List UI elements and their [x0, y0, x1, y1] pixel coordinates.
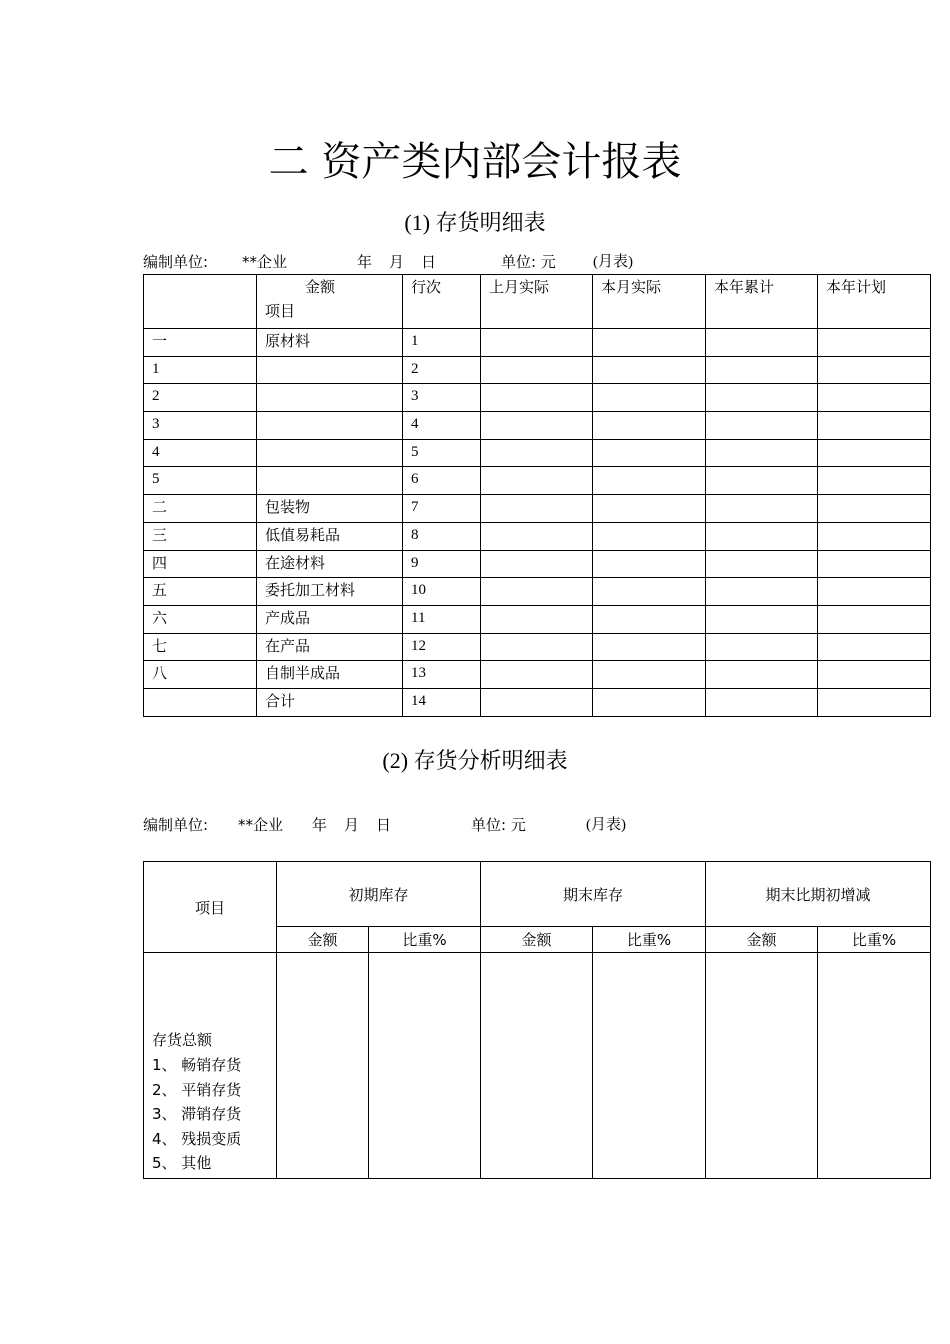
row-last-month	[481, 550, 593, 578]
row-this-month	[593, 522, 706, 550]
row-plan	[818, 356, 931, 384]
row-plan	[818, 578, 931, 606]
analysis-header-change: 期末比期初增减	[706, 862, 931, 927]
row-last-month	[481, 495, 593, 523]
analysis-item-list	[144, 953, 277, 1179]
row-seq: 2	[144, 384, 257, 412]
s2-day: 日	[376, 816, 392, 834]
row-line-no: 13	[403, 661, 481, 689]
page-title: 二 资产类内部会计报表	[268, 139, 682, 185]
row-plan	[818, 495, 931, 523]
row-ytd	[706, 550, 818, 578]
item-other: 5、 其他	[152, 1154, 212, 1173]
table-row	[144, 550, 931, 578]
table-row	[144, 522, 931, 550]
row-name	[257, 467, 403, 495]
row-ytd	[706, 495, 818, 523]
row-this-month	[593, 633, 706, 661]
s2-currency: 单位: 元	[471, 816, 526, 834]
row-name: 在途材料	[257, 550, 403, 578]
closing-ratio-cell	[593, 953, 706, 1179]
s1-period: (月表)	[593, 254, 633, 270]
row-seq: 二	[144, 495, 257, 523]
row-this-month	[593, 550, 706, 578]
table-row	[144, 688, 931, 716]
row-line-no: 4	[403, 412, 481, 440]
row-name: 产成品	[257, 605, 403, 633]
row-ytd	[706, 467, 818, 495]
row-line-no: 1	[403, 329, 481, 357]
inventory-analysis-table	[143, 861, 931, 1179]
row-name: 包装物	[257, 495, 403, 523]
row-this-month	[593, 605, 706, 633]
row-seq: 六	[144, 605, 257, 633]
s2-company: **企业	[238, 816, 284, 834]
row-this-month	[593, 661, 706, 689]
row-this-month	[593, 356, 706, 384]
change-ratio-cell	[818, 953, 931, 1179]
table-row	[144, 495, 931, 523]
row-plan	[818, 688, 931, 716]
header-item: 项目	[265, 302, 296, 320]
row-this-month	[593, 412, 706, 440]
inventory-detail-table	[143, 274, 931, 717]
header-amount: 金额	[305, 278, 336, 296]
row-last-month	[481, 633, 593, 661]
row-seq: 三	[144, 522, 257, 550]
item-normal-moving: 2、 平销存货	[152, 1080, 242, 1099]
header-ytd: 本年累计	[706, 275, 818, 329]
s2-year: 年	[312, 816, 328, 834]
table-row	[144, 412, 931, 440]
row-this-month	[593, 384, 706, 412]
row-ytd	[706, 661, 818, 689]
row-line-no: 12	[403, 633, 481, 661]
row-seq	[144, 688, 257, 716]
row-line-no: 7	[403, 495, 481, 523]
row-ytd	[706, 412, 818, 440]
s2-month: 月	[344, 816, 360, 834]
row-this-month	[593, 467, 706, 495]
s1-day: 日	[421, 253, 437, 271]
change-ratio-header: 比重%	[818, 927, 931, 953]
item-slow-moving: 3、 滞销存货	[152, 1105, 242, 1124]
table-row	[144, 356, 931, 384]
analysis-header-row	[144, 862, 931, 927]
table-row	[144, 384, 931, 412]
row-plan	[818, 661, 931, 689]
row-name: 自制半成品	[257, 661, 403, 689]
inventory-analysis-title: (2) 存货分析明细表	[382, 748, 568, 773]
row-ytd	[706, 384, 818, 412]
closing-amount-cell	[481, 953, 593, 1179]
table-row	[144, 578, 931, 606]
row-ytd	[706, 688, 818, 716]
row-last-month	[481, 605, 593, 633]
row-line-no: 6	[403, 467, 481, 495]
row-name	[257, 384, 403, 412]
row-name: 在产品	[257, 633, 403, 661]
inventory-detail-title: (1) 存货明细表	[404, 210, 546, 235]
row-last-month	[481, 522, 593, 550]
row-plan	[818, 384, 931, 412]
table-row	[144, 467, 931, 495]
table-row	[144, 605, 931, 633]
row-line-no: 3	[403, 384, 481, 412]
row-plan	[818, 329, 931, 357]
row-seq: 3	[144, 412, 257, 440]
row-last-month	[481, 356, 593, 384]
row-this-month	[593, 688, 706, 716]
row-name: 合计	[257, 688, 403, 716]
row-line-no: 14	[403, 688, 481, 716]
row-name: 低值易耗品	[257, 522, 403, 550]
row-ytd	[706, 605, 818, 633]
row-plan	[818, 550, 931, 578]
row-seq: 5	[144, 467, 257, 495]
s1-company: **企业	[242, 253, 288, 271]
row-seq: 四	[144, 550, 257, 578]
analysis-header-closing: 期末库存	[481, 862, 706, 927]
row-seq: 1	[144, 356, 257, 384]
row-line-no: 5	[403, 439, 481, 467]
s1-month: 月	[389, 253, 405, 271]
header-this-month: 本月实际	[593, 275, 706, 329]
s1-unit-label: 编制单位:	[143, 253, 209, 271]
row-last-month	[481, 412, 593, 440]
row-plan	[818, 467, 931, 495]
row-this-month	[593, 439, 706, 467]
row-seq: 4	[144, 439, 257, 467]
table-row	[144, 439, 931, 467]
table-header-row	[144, 275, 931, 329]
row-last-month	[481, 661, 593, 689]
row-name	[257, 439, 403, 467]
analysis-header-item: 项目	[144, 862, 277, 953]
change-amount-cell	[706, 953, 818, 1179]
row-last-month	[481, 439, 593, 467]
row-ytd	[706, 329, 818, 357]
row-line-no: 9	[403, 550, 481, 578]
opening-amount-cell	[277, 953, 369, 1179]
closing-amount-header: 金额	[481, 927, 593, 953]
row-last-month	[481, 578, 593, 606]
row-name	[257, 412, 403, 440]
row-line-no: 2	[403, 356, 481, 384]
s2-period: (月表)	[586, 817, 626, 833]
row-last-month	[481, 467, 593, 495]
item-damaged: 4、 残损变质	[152, 1129, 242, 1148]
opening-ratio-header: 比重%	[369, 927, 481, 953]
table-row	[144, 633, 931, 661]
header-plan: 本年计划	[818, 275, 931, 329]
item-total: 存货总额	[152, 1031, 213, 1050]
row-ytd	[706, 439, 818, 467]
row-line-no: 8	[403, 522, 481, 550]
row-plan	[818, 633, 931, 661]
table-row	[144, 329, 931, 357]
analysis-header-opening: 初期库存	[277, 862, 481, 927]
row-this-month	[593, 495, 706, 523]
row-seq: 八	[144, 661, 257, 689]
item-fast-moving: 1、 畅销存货	[152, 1056, 242, 1075]
row-seq: 一	[144, 329, 257, 357]
row-last-month	[481, 688, 593, 716]
closing-ratio-header: 比重%	[593, 927, 706, 953]
row-last-month	[481, 329, 593, 357]
table-row	[144, 661, 931, 689]
s1-currency: 单位: 元	[501, 253, 556, 271]
row-plan	[818, 522, 931, 550]
row-name	[257, 356, 403, 384]
opening-ratio-cell	[369, 953, 481, 1179]
s1-year: 年	[357, 253, 373, 271]
row-plan	[818, 439, 931, 467]
row-ytd	[706, 633, 818, 661]
opening-amount-header: 金额	[277, 927, 369, 953]
change-amount-header: 金额	[706, 927, 818, 953]
row-plan	[818, 412, 931, 440]
row-name: 原材料	[257, 329, 403, 357]
row-plan	[818, 605, 931, 633]
header-blank	[144, 275, 257, 329]
inventory-rows	[144, 329, 931, 717]
row-line-no: 10	[403, 578, 481, 606]
row-name: 委托加工材料	[257, 578, 403, 606]
analysis-body-row	[144, 953, 931, 1179]
header-last-month: 上月实际	[481, 275, 593, 329]
row-seq: 七	[144, 633, 257, 661]
row-this-month	[593, 578, 706, 606]
row-last-month	[481, 384, 593, 412]
row-ytd	[706, 578, 818, 606]
row-seq: 五	[144, 578, 257, 606]
header-row-no: 行次	[403, 275, 481, 329]
row-ytd	[706, 522, 818, 550]
row-ytd	[706, 356, 818, 384]
s2-unit-label: 编制单位:	[143, 816, 209, 834]
row-line-no: 11	[403, 605, 481, 633]
header-amount-item	[257, 275, 403, 329]
row-this-month	[593, 329, 706, 357]
